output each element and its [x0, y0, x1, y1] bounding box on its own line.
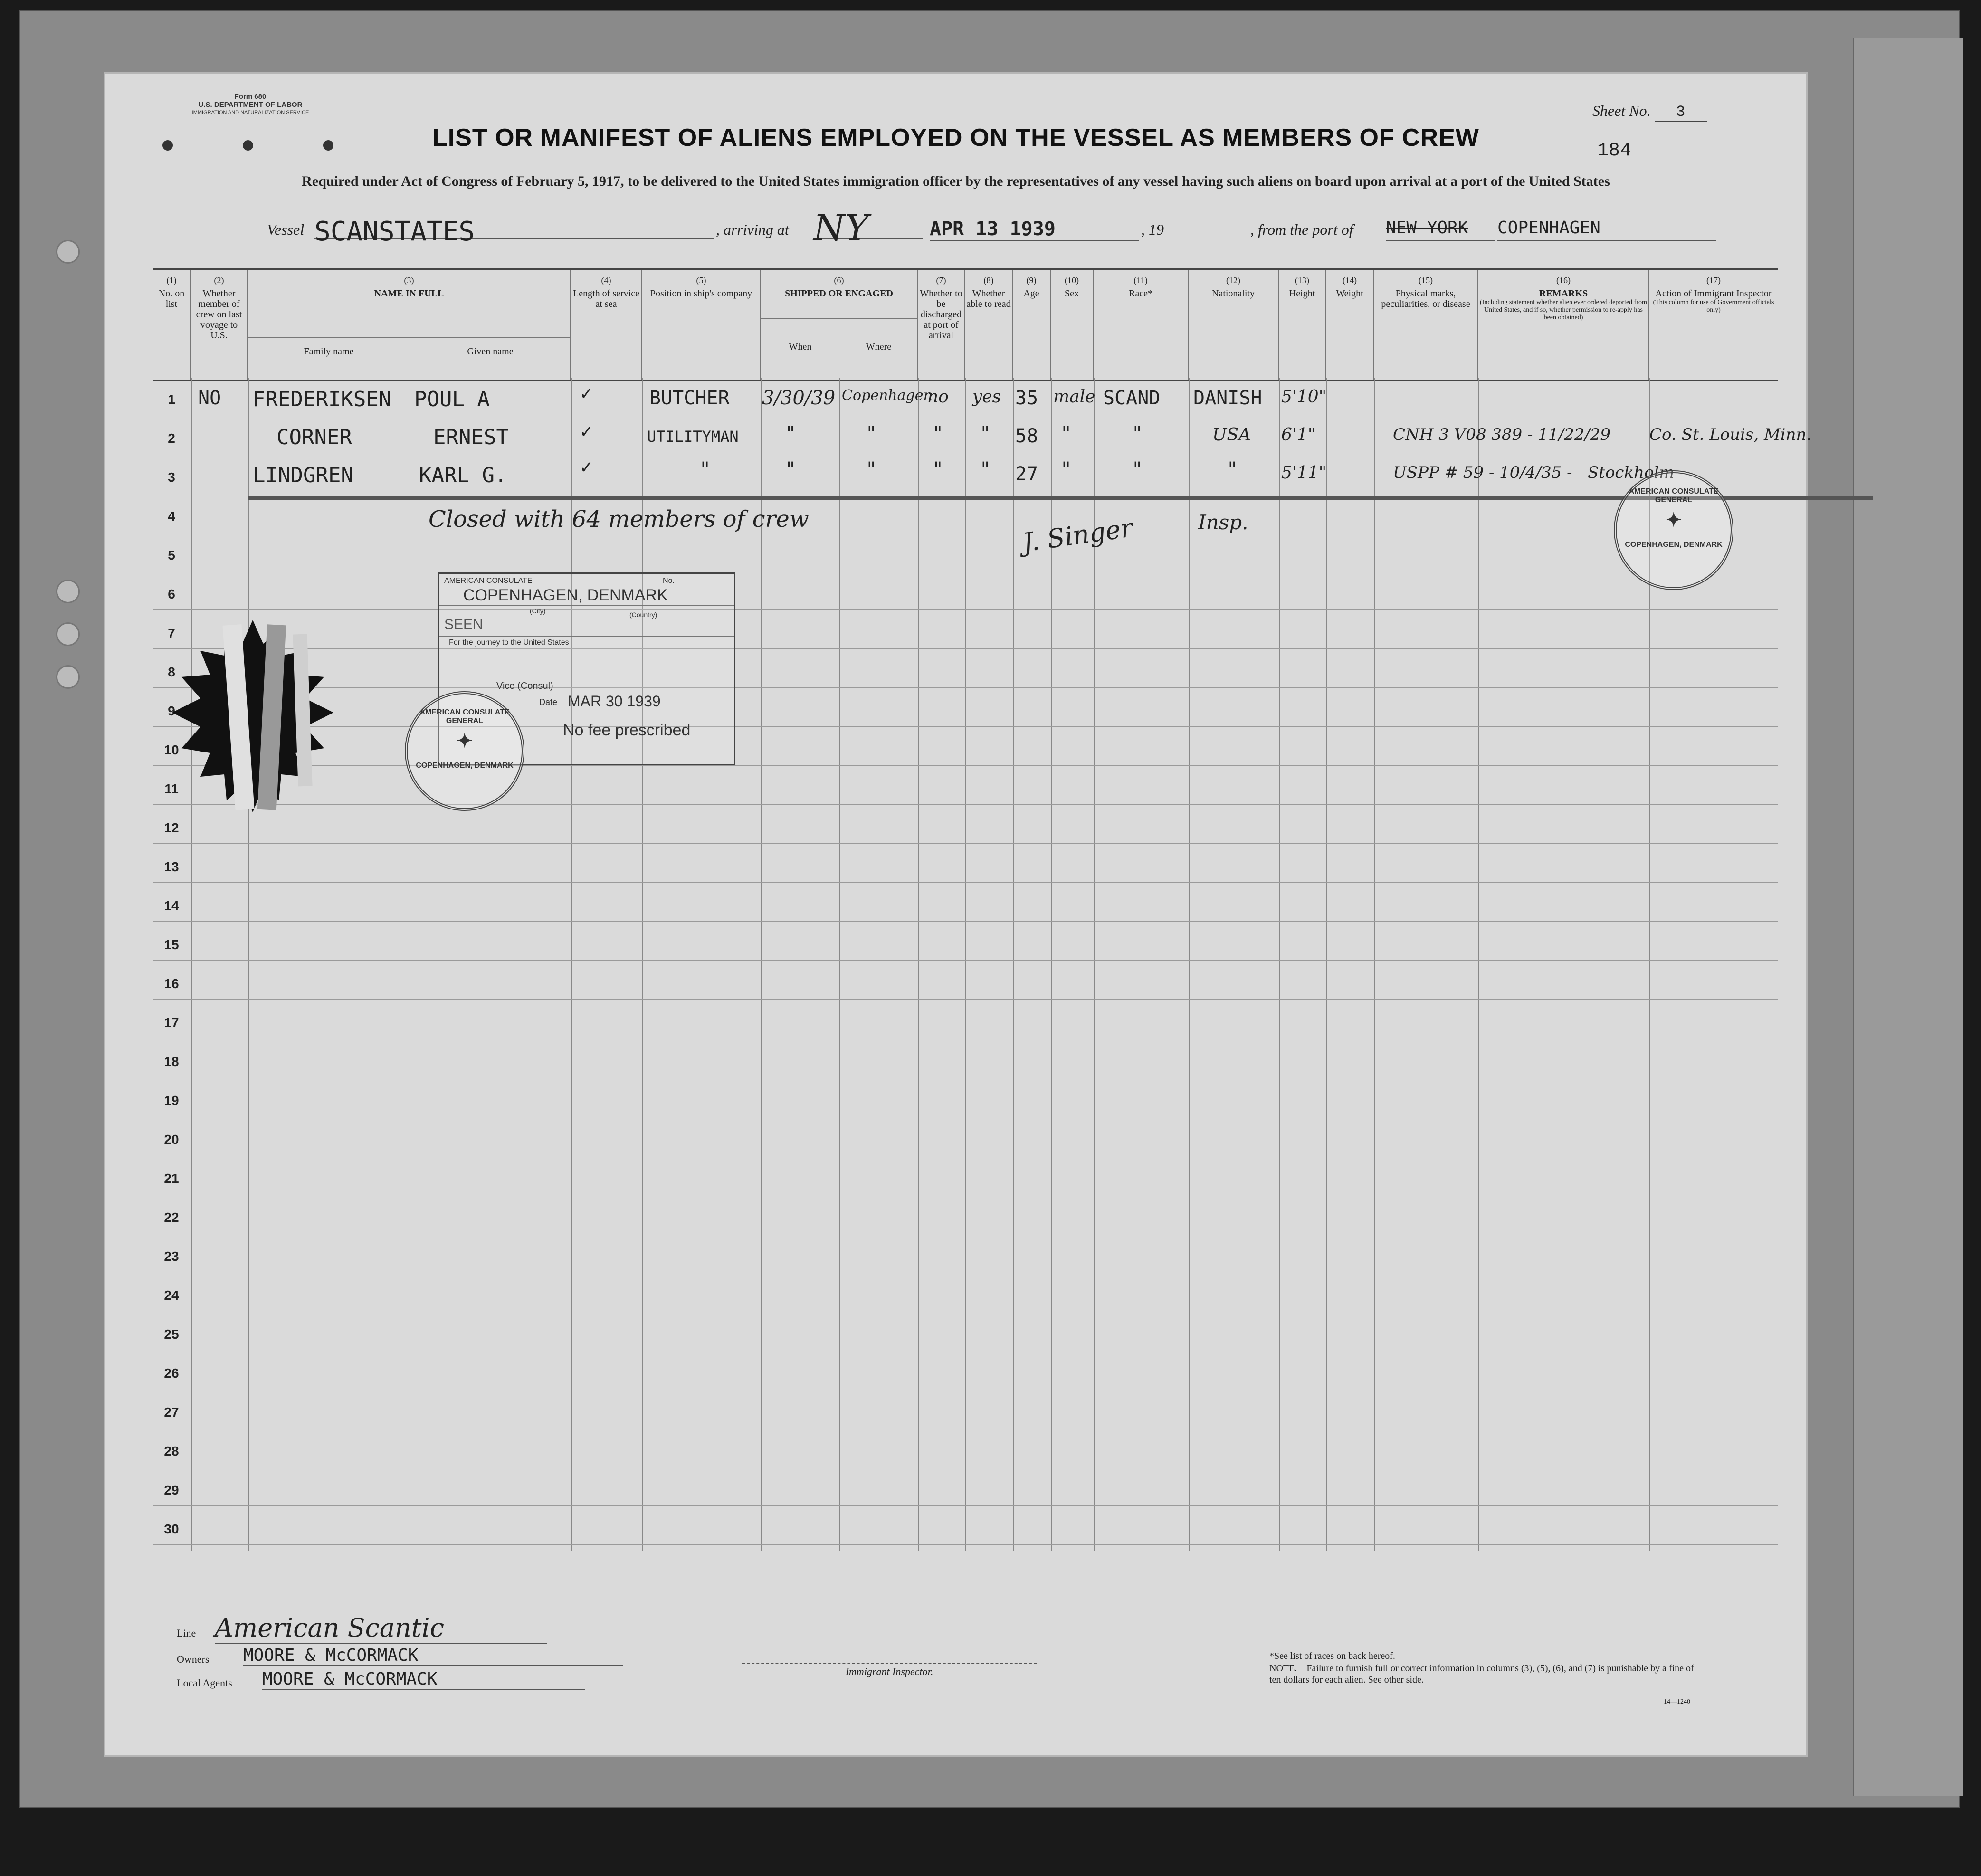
owners-value: MOORE & McCORMACK — [243, 1646, 623, 1666]
col-header-action: (17) Action of Immigrant Inspector (This column for use of Government officials only) — [1653, 276, 1774, 314]
row-line — [153, 687, 1778, 688]
row-number: 20 — [164, 1132, 179, 1147]
entry-2-race: " — [1132, 423, 1143, 445]
col-header-no: (1) No. on list — [153, 270, 191, 380]
col-line — [1094, 378, 1095, 1551]
consulate-stamp-city: COPENHAGEN, DENMARK — [463, 586, 668, 604]
seal-left-bottom: COPENHAGEN, DENMARK — [416, 762, 514, 770]
race-note: *See list of races on back hereof. — [1269, 1651, 1395, 1661]
col-line — [761, 378, 762, 1551]
consul-title: Vice (Consul) — [496, 681, 553, 691]
row-line — [153, 726, 1778, 727]
row-number: 12 — [164, 820, 179, 835]
row-number: 19 — [164, 1093, 179, 1108]
line-label: Line — [177, 1627, 196, 1639]
row-number: 13 — [164, 859, 179, 874]
date-label: Date — [539, 697, 558, 707]
manifest-sheet — [105, 74, 1812, 1755]
col-header-read: (8) Whether able to read — [965, 270, 1013, 380]
eagle-icon: ✦ — [1666, 510, 1682, 531]
col-line — [839, 378, 840, 1551]
row-number: 28 — [164, 1444, 179, 1458]
form-reference — [165, 93, 336, 117]
entry-1-discharged: no — [927, 387, 949, 407]
vessel-line — [267, 207, 1740, 249]
col-header-name: (3) NAME IN FULL Family name Given name — [248, 270, 571, 380]
entry-3-sex: " — [1060, 458, 1072, 480]
sheet-label: Sheet No. — [1592, 102, 1651, 119]
row-number: 15 — [164, 937, 179, 952]
col-header-shipped: (6) SHIPPED OR ENGAGED When Where — [761, 270, 918, 380]
journey-text: For the journey to the United States — [449, 638, 569, 647]
entry-2-height: 6'1" — [1281, 425, 1316, 445]
entry-1-family: FREDERIKSEN — [253, 387, 391, 411]
vessel-name: SCANSTATES — [314, 216, 714, 239]
row-line — [153, 609, 1778, 610]
seal-right-top: AMERICAN CONSULATE GENERAL — [1629, 487, 1719, 504]
given-name-header: Given name — [467, 346, 514, 357]
footer-owners-row — [177, 1646, 699, 1666]
row-number: 3 — [168, 470, 175, 485]
seen-label: SEEN — [444, 617, 483, 632]
closing-note: Closed with 64 members of crew — [429, 506, 809, 533]
footer-agents-row — [177, 1669, 699, 1689]
row-line — [153, 999, 1778, 1000]
entry-2-nationality: USA — [1212, 425, 1251, 445]
row-line — [153, 648, 1778, 649]
row-number: 22 — [164, 1210, 179, 1225]
arrival-date: APR 13 1939 — [930, 218, 1139, 241]
row-number: 29 — [164, 1483, 179, 1497]
city-label: (City) — [530, 607, 546, 615]
entry-1-race: SCAND — [1103, 387, 1161, 409]
manifest-grid — [153, 378, 1812, 1551]
row-line — [153, 960, 1778, 961]
subtitle: Required under Act of Congress of February 5, 1917, to be delivered to the United States immigration officer by the representatives of any vessel having such aliens on board upon arrival at a port of the United States — [302, 173, 1610, 189]
entry-1-age: 35 — [1015, 387, 1038, 409]
row-line — [153, 765, 1778, 766]
entry-3-action: Stockholm — [1588, 463, 1675, 482]
seal-right-bottom: COPENHAGEN, DENMARK — [1625, 541, 1723, 549]
row-number: 7 — [168, 626, 175, 640]
row-number: 14 — [164, 898, 179, 913]
col-header-physical: (15) Physical marks, peculiarities, or disease — [1374, 270, 1478, 380]
country-label: (Country) — [629, 611, 657, 619]
row-number: 21 — [164, 1171, 179, 1186]
entry-1-prev: NO — [198, 387, 221, 409]
col-line — [1478, 378, 1479, 1551]
entry-1-sex: male — [1053, 387, 1095, 407]
entry-1-when: 3/30/39 — [762, 387, 836, 409]
entry-3-read: " — [980, 458, 991, 480]
col-header-last-voyage: (2) Whether member of crew on last voyage to U.S. — [191, 270, 248, 380]
stamp-rule — [439, 636, 734, 637]
row-line — [153, 1544, 1778, 1545]
row-number: 30 — [164, 1522, 179, 1536]
shipped-divider — [761, 318, 918, 319]
col-header-service: (4) Length of service at sea — [571, 270, 642, 380]
row-line — [153, 921, 1778, 922]
form-code: 14—1240 — [1664, 1698, 1690, 1705]
col-line — [918, 378, 919, 1551]
entry-3-given: KARL G. — [419, 463, 507, 487]
col-line — [1013, 378, 1014, 1551]
entry-2-discharged: " — [932, 423, 944, 445]
punch-hole — [56, 622, 80, 646]
row-number: 16 — [164, 976, 179, 991]
inspector-title: Insp. — [1198, 511, 1248, 534]
departure-port: COPENHAGEN — [1497, 218, 1716, 241]
row-number: 11 — [164, 781, 179, 796]
row-number: 9 — [168, 704, 175, 718]
row-number: 17 — [164, 1015, 179, 1030]
sheet-number — [1592, 102, 1707, 122]
col-header-position: (5) Position in ship's company — [642, 270, 761, 380]
row-line — [153, 843, 1778, 844]
penalty-note: NOTE.—Failure to furnish full or correct information in columns (3), (5), (6), and (7) is punishable by a fine of ten dollars for each alien. See other side. — [1269, 1663, 1694, 1685]
ribbon-seal — [153, 610, 352, 824]
col-header-discharged: (7) Whether to be discharged at port of arrival — [918, 270, 965, 380]
entry-3-service: ✓ — [581, 456, 592, 478]
col-line — [1374, 378, 1375, 1551]
entry-2-family: CORNER — [276, 425, 352, 449]
fee-text: No fee prescribed — [563, 721, 691, 739]
consulate-stamp-no: No. — [663, 577, 675, 585]
row-number: 27 — [164, 1405, 179, 1419]
row-number: 1 — [168, 392, 175, 407]
punch-hole — [56, 665, 80, 689]
consulate-stamp-header: AMERICAN CONSULATE — [444, 577, 533, 585]
vessel-label: Vessel — [267, 221, 305, 238]
entry-3-when: " — [785, 458, 797, 480]
entry-1-given: POUL A — [414, 387, 490, 411]
inspector-signature: J. Singer — [1020, 513, 1135, 558]
year-label: , 19 — [1141, 221, 1164, 238]
col-header-age: (9) Age — [1013, 270, 1051, 380]
row-number: 5 — [168, 548, 175, 562]
row-number: 26 — [164, 1366, 179, 1381]
from-label: , from the port of — [1250, 221, 1353, 238]
entry-1-height: 5'10" — [1281, 387, 1327, 407]
entry-2-read: " — [980, 423, 991, 445]
col-header-remarks: (16) REMARKS (Including statement whether alien ever ordered deported from United States, and if so, whether permission to re-apply has been obtained) — [1478, 270, 1649, 380]
footer-line-row — [177, 1613, 699, 1643]
row-number: 18 — [164, 1054, 179, 1069]
col-header-height: (13) Height — [1279, 270, 1326, 380]
agents-label: Local Agents — [177, 1677, 232, 1689]
form-number: Form 680 — [234, 93, 267, 101]
entry-1-read: yes — [972, 387, 1001, 407]
entry-2-age: 58 — [1015, 425, 1038, 447]
arriving-label: , arriving at — [716, 221, 789, 238]
row-line — [153, 804, 1778, 805]
entry-1-service: ✓ — [581, 382, 592, 404]
port-struck: NEW YORK — [1386, 218, 1495, 241]
entry-2-sex: " — [1060, 423, 1072, 445]
col-header-nationality: (12) Nationality — [1189, 270, 1279, 380]
col-line — [965, 378, 966, 1551]
eagle-icon: ✦ — [457, 731, 473, 752]
row-number: 8 — [168, 665, 175, 679]
sheet-value: 3 — [1655, 103, 1707, 122]
entry-2-action: Co. St. Louis, Minn. — [1649, 425, 1812, 444]
inspector-signature-line: Immigrant Inspector. — [742, 1663, 1037, 1678]
service: IMMIGRATION AND NATURALIZATION SERVICE — [191, 110, 309, 115]
seal-left-top: AMERICAN CONSULATE GENERAL — [419, 708, 510, 725]
page-title: LIST OR MANIFEST OF ALIENS EMPLOYED ON THE VESSEL AS MEMBERS OF CREW — [432, 124, 1479, 152]
consulate-seal-right — [1614, 470, 1733, 590]
page-stamp-number: 184 — [1597, 140, 1632, 162]
col-line — [1279, 378, 1280, 1551]
row-number: 2 — [168, 431, 175, 446]
stamp-rule — [439, 605, 734, 606]
entry-3-race: " — [1132, 458, 1143, 480]
punch-hole — [56, 240, 80, 264]
row-line — [153, 882, 1778, 883]
entry-3-discharged: " — [932, 458, 944, 480]
consulate-seal-left — [405, 691, 524, 811]
line-value: American Scantic — [215, 1613, 547, 1644]
entry-2-service: ✓ — [581, 420, 592, 442]
col-header-sex: (10) Sex — [1051, 270, 1094, 380]
entry-2-when: " — [785, 423, 797, 445]
entry-1-position: BUTCHER — [649, 387, 730, 409]
name-divider — [248, 337, 571, 338]
entry-3-age: 27 — [1015, 463, 1038, 485]
row-number: 25 — [164, 1327, 179, 1342]
back-folder-edge — [1853, 38, 1963, 1796]
entry-3-height: 5'11" — [1281, 463, 1327, 483]
stamp-date: MAR 30 1939 — [568, 693, 661, 710]
entry-3-where: " — [866, 458, 877, 480]
entry-3-remarks: USPP # 59 - 10/4/35 - — [1393, 463, 1572, 482]
col-header-race: (11) Race* — [1094, 270, 1189, 380]
when-header: When — [789, 342, 812, 352]
row-number: 24 — [164, 1288, 179, 1303]
col-line — [1326, 378, 1327, 1551]
row-number: 10 — [164, 743, 179, 757]
col-line — [248, 378, 249, 1551]
entry-2-where: " — [866, 423, 877, 445]
entry-3-nationality: " — [1227, 458, 1238, 480]
punch-hole — [56, 580, 80, 603]
entry-2-given: ERNEST — [433, 425, 509, 449]
row-number: 6 — [168, 587, 175, 601]
where-header: Where — [866, 342, 892, 352]
agents-value: MOORE & McCORMACK — [262, 1669, 585, 1690]
entry-2-remarks: CNH 3 V08 389 - 11/22/29 — [1393, 425, 1610, 444]
entry-1-nationality: DANISH — [1193, 387, 1262, 409]
column-headers — [153, 268, 1778, 381]
entry-3-family: LINDGREN — [253, 463, 353, 487]
department: U.S. DEPARTMENT OF LABOR — [198, 101, 303, 109]
entry-2-position: UTILITYMAN — [647, 428, 739, 446]
col-line — [1189, 378, 1190, 1551]
owners-label: Owners — [177, 1653, 210, 1665]
row-number: 23 — [164, 1249, 179, 1264]
entry-3-position: " — [699, 458, 711, 480]
entry-1-where: Copenhagen — [842, 387, 933, 404]
col-line — [642, 378, 643, 1551]
col-line — [191, 378, 192, 1551]
col-header-weight: (14) Weight — [1326, 270, 1374, 380]
family-name-header: Family name — [304, 346, 354, 357]
row-line — [153, 1505, 1778, 1506]
col-line — [571, 378, 572, 1551]
arriving-port: NY — [813, 207, 923, 239]
row-number: 4 — [168, 509, 175, 524]
